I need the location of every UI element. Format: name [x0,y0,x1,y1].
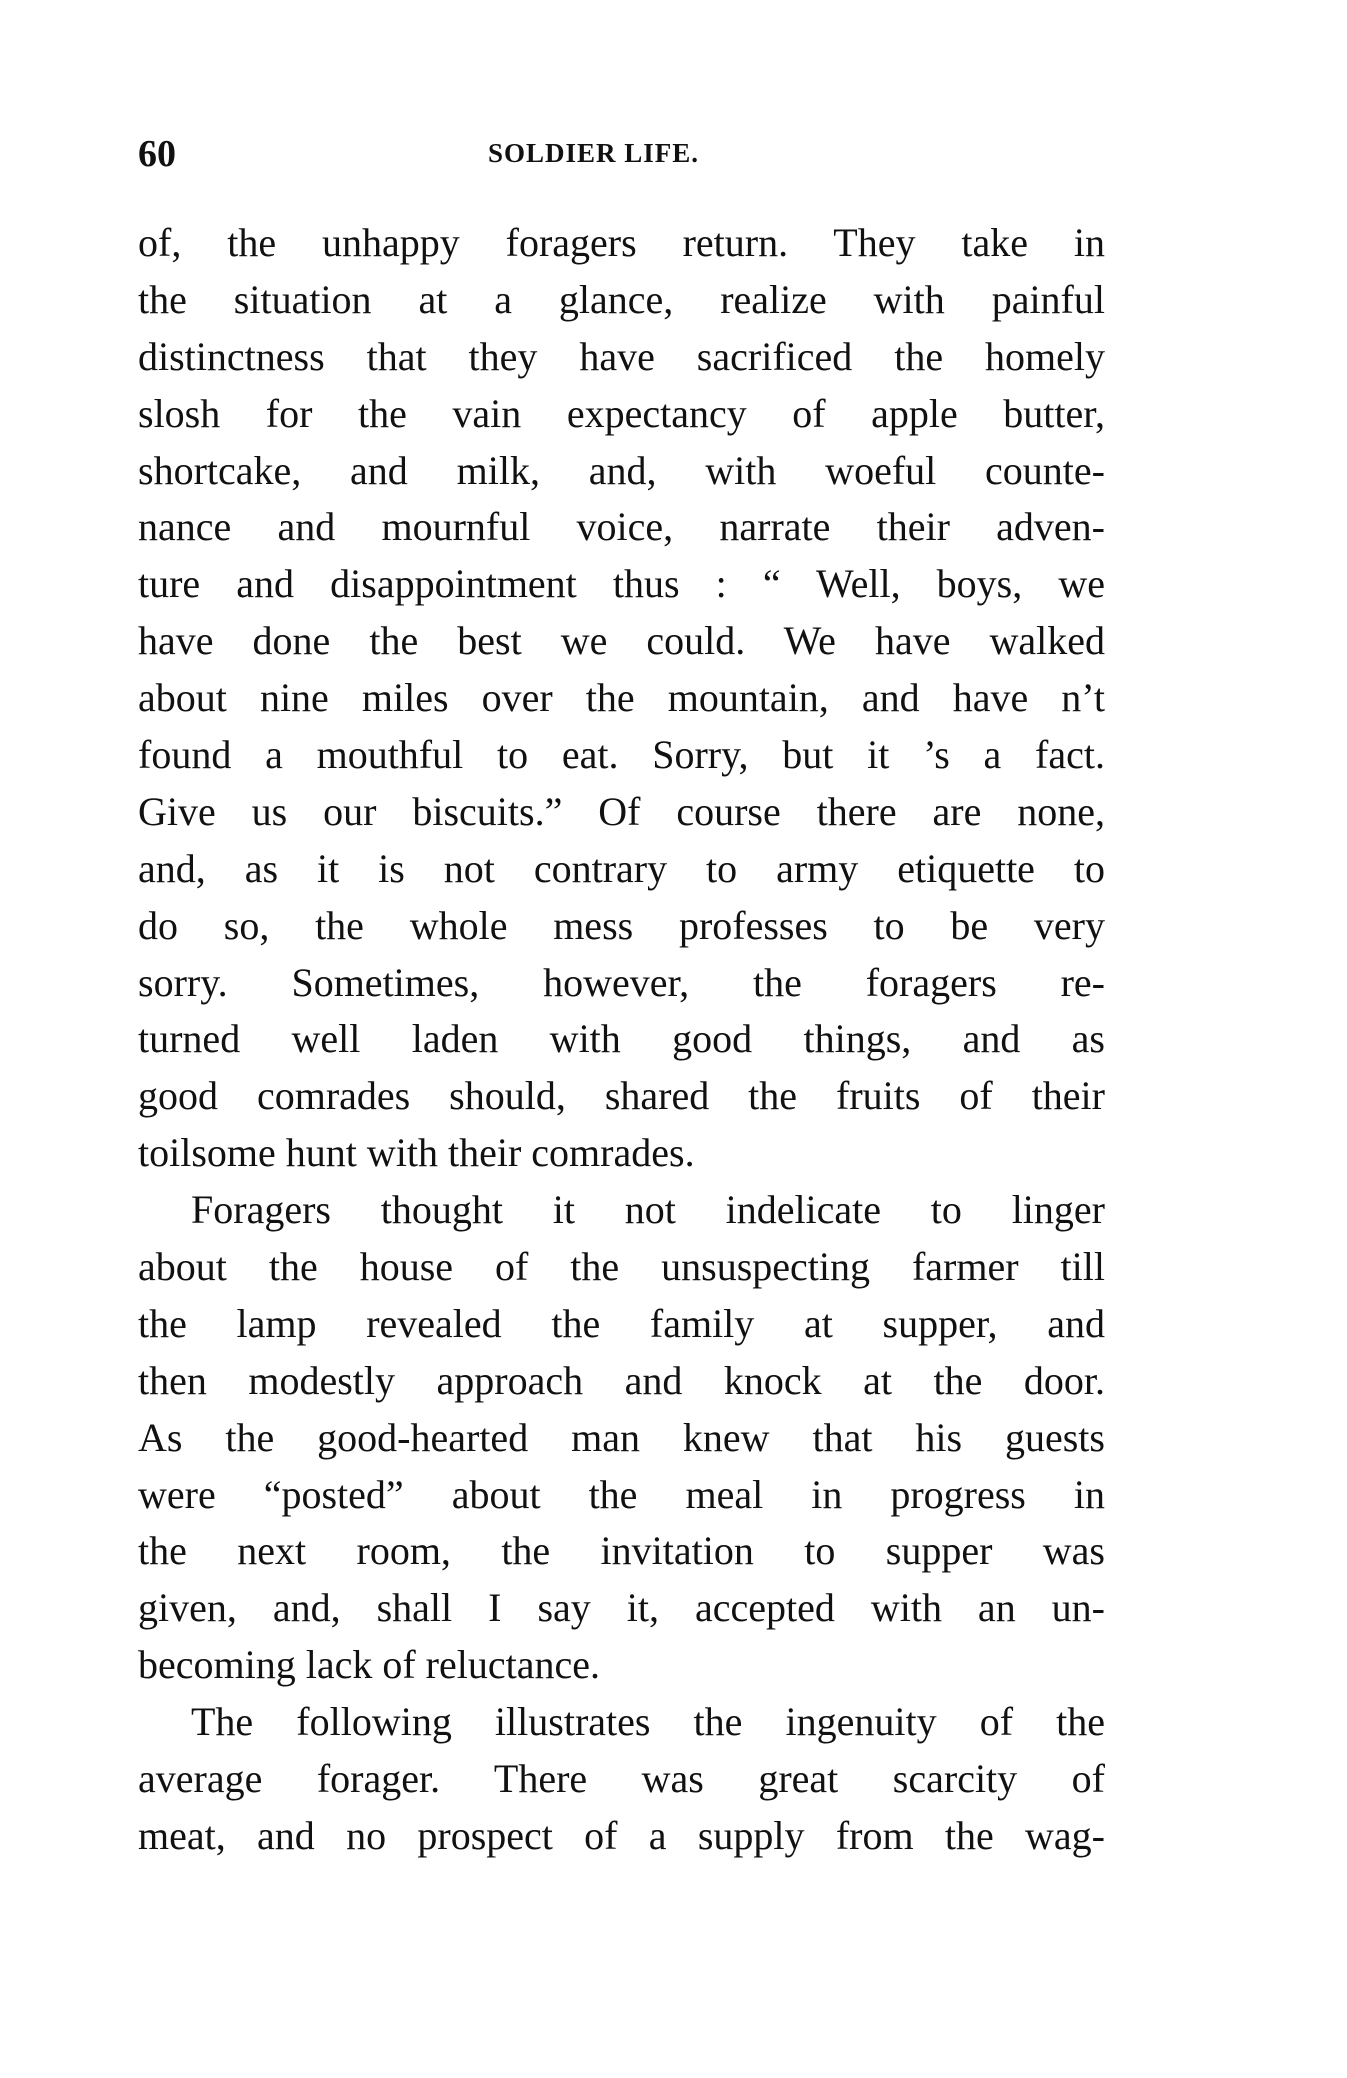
text-line: meat, and no prospect of a supply from the wag- [138,1812,1105,1858]
text-line: about the house of the unsuspecting farmer till [138,1244,1105,1290]
text-line: sorry. Sometimes, however, the foragers re- [138,959,1105,1005]
text-line: then modestly approach and knock at the door. [138,1357,1105,1403]
text-line: given, and, shall I say it, accepted with an un- [138,1585,1105,1631]
text-line: the situation at a glance, realize with painful [138,276,1105,322]
running-title: SOLDIER LIFE. [488,138,700,168]
text-line: and, as it is not contrary to army etiquette to [138,845,1105,891]
page-number: 60 [138,133,176,175]
text-line: shortcake, and milk, and, with woeful counte- [138,447,1105,493]
text-line: found a mouthful to eat. Sorry, but it ’s a fact. [138,732,1105,778]
text-line: Give us our biscuits.” Of course there are none, [138,788,1105,834]
page-body-text [138,215,1105,1865]
text-line: were “posted” about the meal in progress in [138,1471,1105,1517]
text-line: do so, the whole mess professes to be very [138,902,1105,948]
text-line: The following illustrates the ingenuity of the [191,1699,1105,1745]
text-line: ture and disappointment thus : “ Well, boys, we [138,561,1105,607]
text-line: good comrades should, shared the fruits of their [138,1073,1105,1119]
text-line: have done the best we could. We have walked [138,618,1105,664]
text-line: nance and mournful voice, narrate their adven- [138,504,1105,550]
text-line: distinctness that they have sacrificed the homely [138,333,1105,379]
text-line: the next room, the invitation to supper was [138,1528,1105,1574]
text-line: toilsome hunt with their comrades. [138,1130,695,1176]
text-line: average forager. There was great scarcity of [138,1756,1105,1802]
text-line: of, the unhappy foragers return. They take in [138,220,1105,265]
running-header [138,132,1105,182]
text-line: the lamp revealed the family at supper, and [138,1300,1105,1346]
text-line: becoming lack of reluctance. [138,1642,600,1688]
text-line: turned well laden with good things, and as [138,1016,1105,1062]
text-line: slosh for the vain expectancy of apple butter, [138,390,1105,436]
text-line: about nine miles over the mountain, and have n’t [138,675,1105,721]
text-line: As the good-hearted man knew that his guests [138,1414,1105,1460]
text-line: Foragers thought it not indelicate to linger [191,1187,1105,1233]
